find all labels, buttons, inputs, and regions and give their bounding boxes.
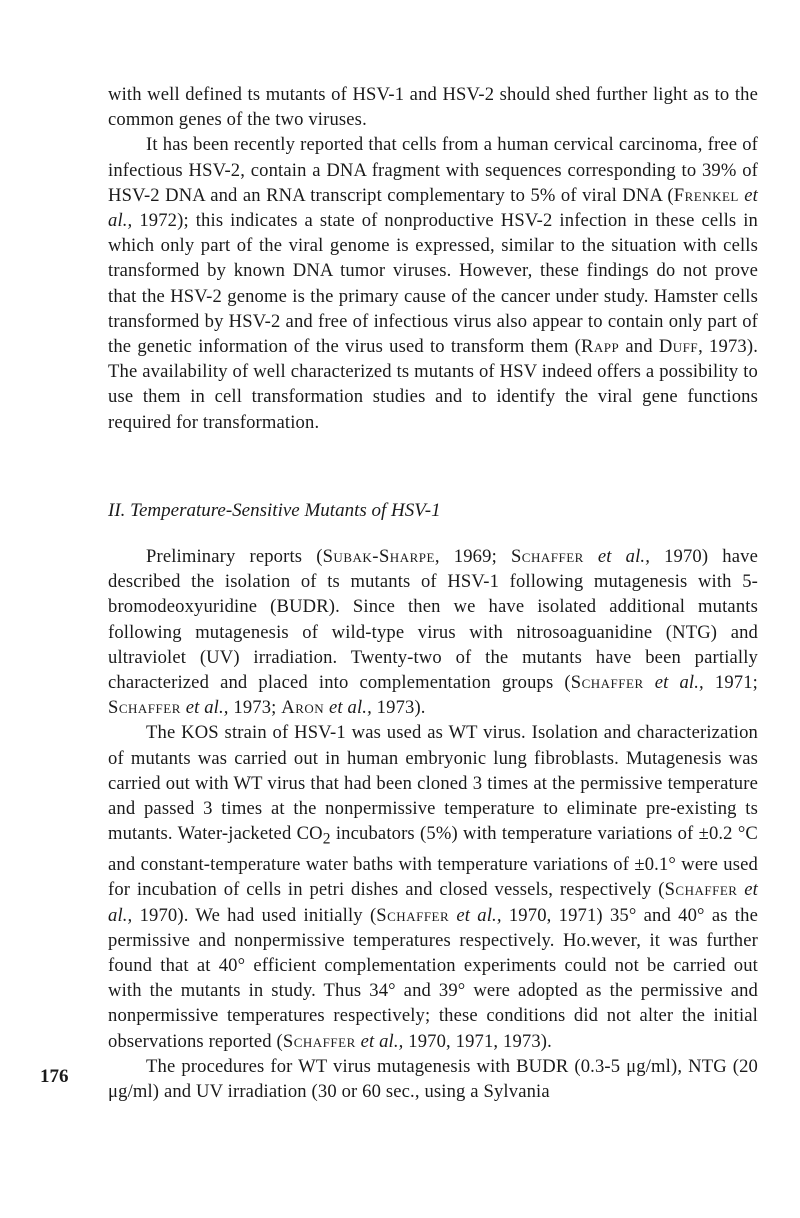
citation-author: Duff	[658, 336, 699, 358]
citation-author: Rapp	[580, 336, 620, 358]
citation-etal: et al.,	[108, 879, 758, 926]
subscript: 2	[322, 830, 331, 848]
text-run: It has been recently reported that cells from a human cervical carcinoma, free of infectious HSV-2, contain a DNA fragment with sequences corresponding to 39% of HSV-2 DNA and an RNA transcript complementary to 5% of viral DNA (	[108, 134, 758, 206]
citation-etal: et al.,	[597, 546, 651, 567]
paragraph	[108, 82, 758, 132]
citation-etal: et al.,	[654, 672, 704, 694]
citation-etal: et al.,	[328, 697, 372, 719]
top-text-block	[108, 82, 758, 435]
citation-author: Subak-Sharpe	[322, 546, 435, 567]
citation-etal: et al.,	[360, 1030, 404, 1052]
citation-author: Schaffer	[108, 697, 181, 719]
citation-etal: et al.,	[185, 697, 229, 719]
text-run: incubators (5%) with temperature variations of ±0.2 °C and constant-temperature water baths with temperature variations of ±0.1° were used for incubation of cells in petri dishes and closed vessels, respectively (	[108, 823, 758, 901]
paragraph	[108, 544, 758, 720]
text-run: with well defined ts mutants of HSV-1 and HSV-2 should shed further light as to the common genes of the two viruses.	[108, 84, 758, 131]
text-run: 1971;	[703, 672, 758, 694]
text-run: 1972); this indicates a state of nonproductive HSV-2 infection in these cells in which only part of the viral genome is expressed, similar to the situation with cells transformed by known DNA tumor viruses. However, these findings do not prove that the HSV-2 genome is the primary cause of the cancer under study. Hamster cells transformed by HSV-2 and free of infectious virus also appear to contain only part of the genetic information of the virus used to transform them (	[108, 210, 758, 358]
citation-author: Schaffer	[664, 879, 738, 901]
page-number: 176	[40, 1066, 69, 1087]
citation-author: Aron	[281, 697, 325, 719]
citation-author: Schaffer	[376, 904, 450, 926]
section-text-block	[108, 544, 758, 1104]
text-run: Preliminary reports (	[146, 546, 323, 567]
citation-etal: et al.,	[108, 184, 758, 232]
section-heading: II. Temperature-Sensitive Mutants of HSV-1	[108, 500, 441, 521]
text-run: The KOS strain of HSV-1 was used as WT virus. Isolation and characterization of mutants was carried out in human embryonic lung fibroblasts. Mutagenesis was carried out with WT virus that had been cloned 3 times at the permissive temperature and passed 3 times at the nonpermissive temperature to eliminate pre-existing ts mutants. Water-jacketed CO	[108, 722, 758, 845]
citation-author: Schaffer	[282, 1030, 356, 1052]
text-run: 1970, 1971) 35° and 40° as the permissive and nonpermissive temperatures respectively. Ho.wever, it was further found that at 40° efficient complementation experiments could not be carried out with the mutants in study. Thus 34° and 39° were adopted as the permissive and nonpermissive temperatures respectively; these conditions did not alter the initial observations reported (	[108, 904, 758, 1052]
text-run: 1973).	[371, 697, 426, 719]
text-run	[584, 546, 598, 567]
citation-author: Schaffer	[510, 546, 584, 567]
text-run: , 1973). The availability of well characterized ts mutants of HSV indeed offers a possibility to use them in cell transformation studies and to identify the viral gene functions required for transformation.	[108, 336, 758, 433]
paragraph	[108, 720, 758, 1053]
citation-author: Frenkel	[673, 184, 739, 206]
text-run: and	[619, 336, 659, 358]
text-run: 1970) have described the isolation of ts mutants of HSV-1 following mutagenesis with 5-bromodeoxyuridine (BUDR). Since then we have isolated additional mutants following mutagenesis of wild-type virus with nitrosoaguanidine (NTG) and ultraviolet (UV) irradiation. Twenty-two of the mutants have been partially characterized and placed into complementation groups (	[108, 546, 758, 694]
text-run: 1970). We had used initially (	[132, 904, 377, 926]
paragraph	[108, 1054, 758, 1104]
citation-author: Schaffer	[570, 672, 644, 694]
text-run	[644, 672, 655, 693]
paragraph	[108, 132, 758, 434]
text-run: 1973;	[228, 697, 282, 719]
citation-etal: et al.,	[456, 904, 502, 926]
text-run: 1970, 1971, 1973).	[403, 1030, 552, 1052]
text-run: , 1969;	[434, 546, 511, 567]
text-run: The procedures for WT virus mutagenesis with BUDR (0.3-5 μg/ml), NTG (20 μg/ml) and UV irradiation (30 or 60 sec., using a Sylvania	[108, 1055, 758, 1102]
